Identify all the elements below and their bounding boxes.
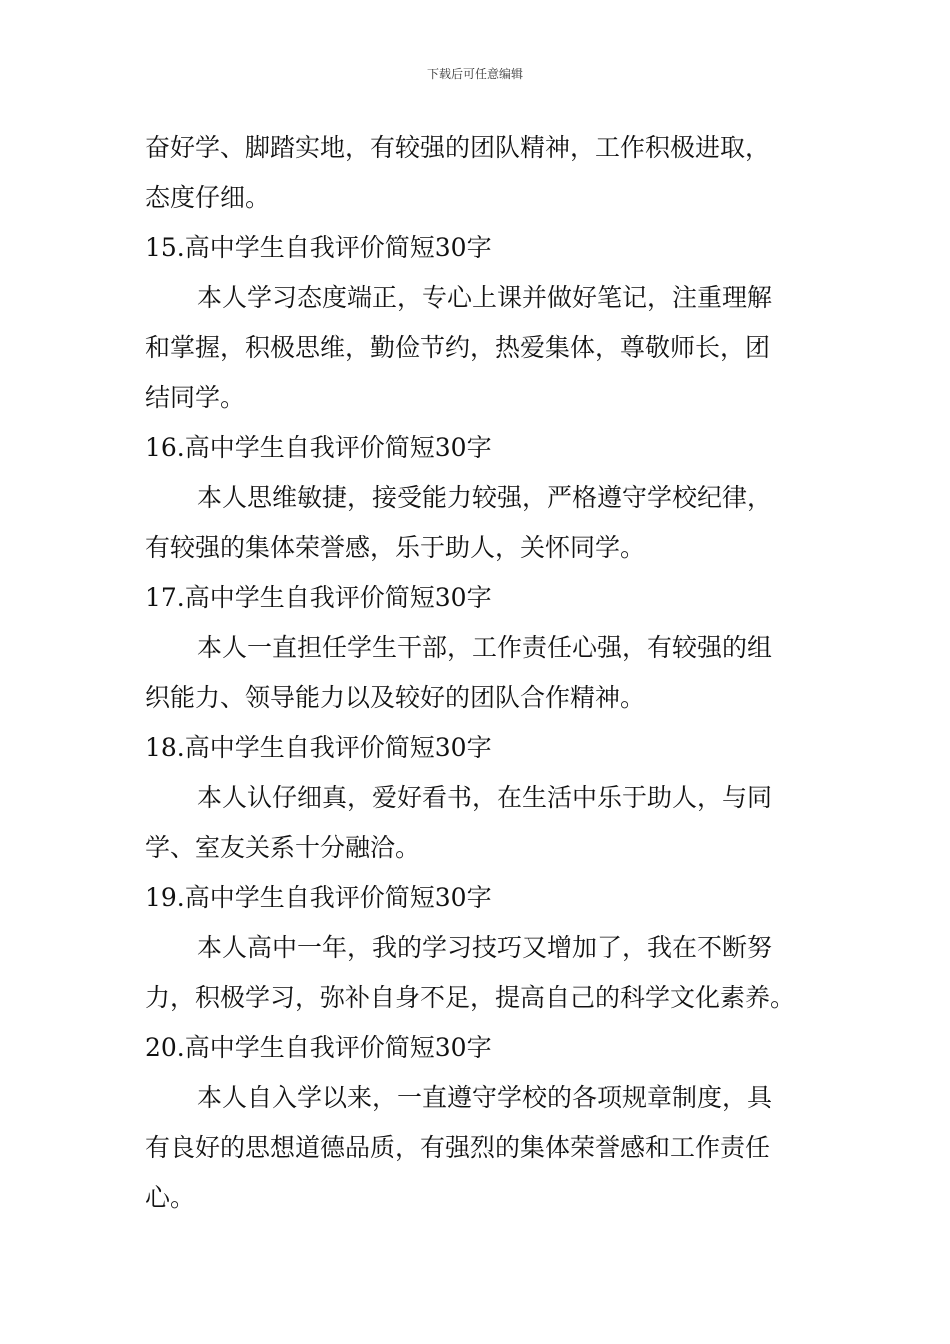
- text-line: 和掌握，积极思维，勤俭节约，热爱集体，尊敬师长，团: [145, 333, 771, 362]
- section-heading: 20.高中学生自我评价简短30字: [145, 1033, 492, 1062]
- text-line: 本人认仔细真，爱好看书，在生活中乐于助人，与同: [197, 783, 773, 812]
- text-line: 心。: [145, 1183, 196, 1212]
- text-line: 本人一直担任学生干部，工作责任心强，有较强的组: [197, 633, 773, 662]
- text-line: 织能力、领导能力以及较好的团队合作精神。: [145, 683, 646, 712]
- text-line: 有良好的思想道德品质，有强烈的集体荣誉感和工作责任: [145, 1133, 771, 1162]
- text-line: 态度仔细。: [145, 183, 271, 212]
- section-heading: 15.高中学生自我评价简短30字: [145, 233, 492, 262]
- section-heading: 16.高中学生自我评价简短30字: [145, 433, 492, 462]
- text-line: 结同学。: [145, 383, 246, 412]
- text-line: 力，积极学习，弥补自身不足，提高自己的科学文化素养。: [145, 983, 796, 1012]
- page-header: 下载后可任意编辑: [426, 67, 523, 81]
- text-line: 本人高中一年，我的学习技巧又增加了，我在不断努: [197, 933, 773, 962]
- text-line: 奋好学、脚踏实地，有较强的团队精神，工作积极进取，: [145, 133, 771, 162]
- document-body: [145, 123, 807, 1223]
- text-line: 本人思维敏捷，接受能力较强，严格遵守学校纪律，: [197, 483, 773, 512]
- section-heading: 17.高中学生自我评价简短30字: [145, 583, 492, 612]
- text-line: 本人自入学以来，一直遵守学校的各项规章制度，具: [197, 1083, 773, 1112]
- text-line: 学、室友关系十分融洽。: [145, 833, 421, 862]
- text-line: 有较强的集体荣誉感，乐于助人，关怀同学。: [145, 533, 646, 562]
- section-heading: 19.高中学生自我评价简短30字: [145, 883, 492, 912]
- text-line: 本人学习态度端正，专心上课并做好笔记，注重理解: [197, 283, 773, 312]
- section-heading: 18.高中学生自我评价简短30字: [145, 733, 492, 762]
